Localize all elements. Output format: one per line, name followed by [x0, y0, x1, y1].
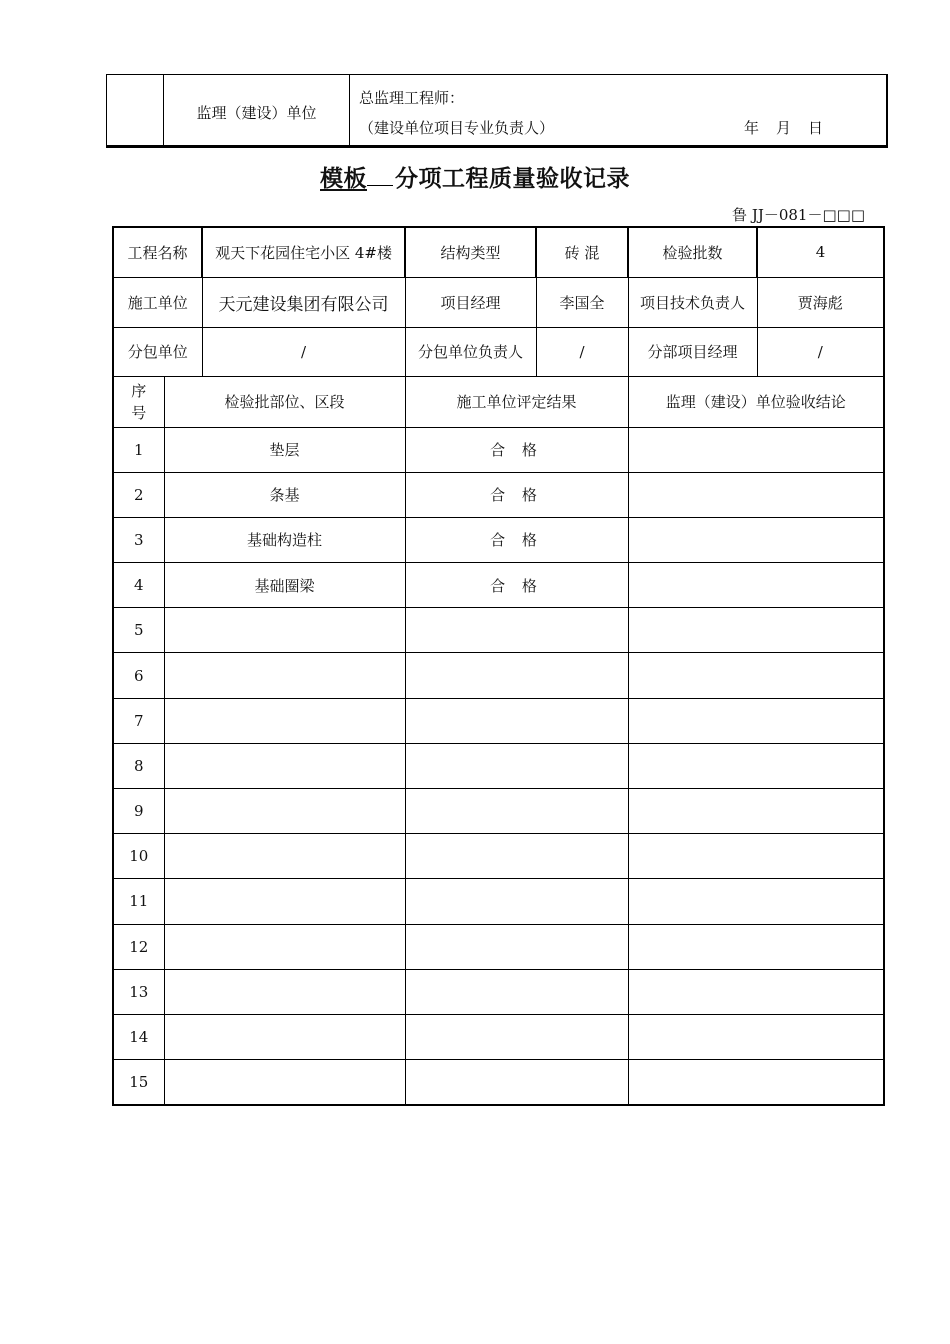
row-no: 7 — [113, 698, 164, 743]
row-result — [405, 969, 628, 1014]
project-name-value: 观天下花园住宅小区 4#楼 — [202, 227, 405, 277]
row-no: 11 — [113, 879, 164, 924]
row-no: 6 — [113, 653, 164, 698]
row-no: 1 — [113, 427, 164, 472]
contractor-label: 施工单位 — [113, 277, 202, 327]
row-result — [405, 789, 628, 834]
row-no: 10 — [113, 834, 164, 879]
tech-lead-label: 项目技术负责人 — [628, 277, 757, 327]
title-prefix: 模板 — [320, 166, 367, 192]
row-result: 合 格 — [405, 563, 628, 608]
row-no: 4 — [113, 563, 164, 608]
row-result — [405, 1060, 628, 1105]
row-result: 合 格 — [405, 472, 628, 517]
row-conclusion — [628, 563, 884, 608]
row-location: 基础构造柱 — [164, 517, 405, 562]
col-header-supervisor-conclusion: 监理（建设）单位验收结论 — [628, 376, 884, 427]
seq-header-top: 序 — [131, 381, 147, 400]
row-conclusion — [628, 969, 884, 1014]
signoff-date — [744, 117, 840, 138]
row-location — [164, 743, 405, 788]
row-conclusion — [628, 698, 884, 743]
row-no: 12 — [113, 924, 164, 969]
title-main: 分项工程质量验收记录 — [395, 166, 630, 192]
structure-type-value: 砖 混 — [536, 227, 628, 277]
row-location — [164, 608, 405, 653]
row-conclusion — [628, 924, 884, 969]
date-day: 日 — [808, 119, 824, 137]
row-conclusion — [628, 1014, 884, 1059]
date-month: 月 — [776, 119, 792, 137]
supervisor-unit-label: 监理（建设）单位 — [196, 103, 317, 122]
row-no: 3 — [113, 517, 164, 562]
row-conclusion — [628, 653, 884, 698]
batch-count-label: 检验批数 — [628, 227, 757, 277]
row-no: 13 — [113, 969, 164, 1014]
row-conclusion — [628, 789, 884, 834]
row-location — [164, 924, 405, 969]
structure-type-label: 结构类型 — [405, 227, 536, 277]
contractor-value: 天元建设集团有限公司 — [202, 277, 405, 327]
row-result: 合 格 — [405, 427, 628, 472]
project-name-label: 工程名称 — [113, 227, 202, 277]
row-result — [405, 608, 628, 653]
row-result — [405, 743, 628, 788]
page-title — [0, 160, 950, 193]
col-header-location: 检验批部位、区段 — [164, 376, 405, 427]
tech-lead-value: 贾海彪 — [757, 277, 884, 327]
row-no: 5 — [113, 608, 164, 653]
seq-header-bottom: 号 — [131, 403, 147, 422]
row-result: 合 格 — [405, 517, 628, 562]
row-no: 2 — [113, 472, 164, 517]
row-result — [405, 698, 628, 743]
row-conclusion — [628, 427, 884, 472]
row-location: 垫层 — [164, 427, 405, 472]
row-conclusion — [628, 743, 884, 788]
date-year: 年 — [744, 119, 760, 137]
project-manager-value: 李国全 — [536, 277, 628, 327]
batch-count-value: 4 — [757, 227, 884, 277]
row-location — [164, 1014, 405, 1059]
chief-engineer-label: 总监理工程师： — [359, 89, 465, 107]
col-header-seq — [113, 376, 164, 427]
subcontractor-lead-label: 分包单位负责人 — [405, 327, 536, 376]
row-location — [164, 1060, 405, 1105]
row-no: 14 — [113, 1014, 164, 1059]
col-header-contractor-result: 施工单位评定结果 — [405, 376, 628, 427]
subcontractor-lead-value: / — [536, 327, 628, 376]
row-location — [164, 698, 405, 743]
row-no: 15 — [113, 1060, 164, 1105]
row-result — [405, 834, 628, 879]
subcontractor-label: 分包单位 — [113, 327, 202, 376]
form-code: 鲁 JJ－081－□□□ — [732, 206, 865, 224]
row-conclusion — [628, 517, 884, 562]
row-no: 8 — [113, 743, 164, 788]
row-result — [405, 1014, 628, 1059]
row-conclusion — [628, 1060, 884, 1105]
row-location — [164, 969, 405, 1014]
section-manager-value: / — [757, 327, 884, 376]
project-manager-label: 项目经理 — [405, 277, 536, 327]
row-location — [164, 834, 405, 879]
row-conclusion — [628, 834, 884, 879]
row-location — [164, 653, 405, 698]
row-result — [405, 924, 628, 969]
inspection-record-table — [112, 226, 885, 1106]
section-manager-label: 分部项目经理 — [628, 327, 757, 376]
subcontractor-value: / — [202, 327, 405, 376]
row-location — [164, 879, 405, 924]
row-location: 条基 — [164, 472, 405, 517]
row-location: 基础圈梁 — [164, 563, 405, 608]
row-no: 9 — [113, 789, 164, 834]
row-result — [405, 653, 628, 698]
owner-responsible-label: （建设单位项目专业负责人） — [359, 119, 555, 137]
supervisor-signoff-box — [106, 74, 888, 148]
row-location — [164, 789, 405, 834]
row-conclusion — [628, 608, 884, 653]
row-conclusion — [628, 472, 884, 517]
title-underline-gap — [367, 165, 393, 186]
row-result — [405, 879, 628, 924]
row-conclusion — [628, 879, 884, 924]
